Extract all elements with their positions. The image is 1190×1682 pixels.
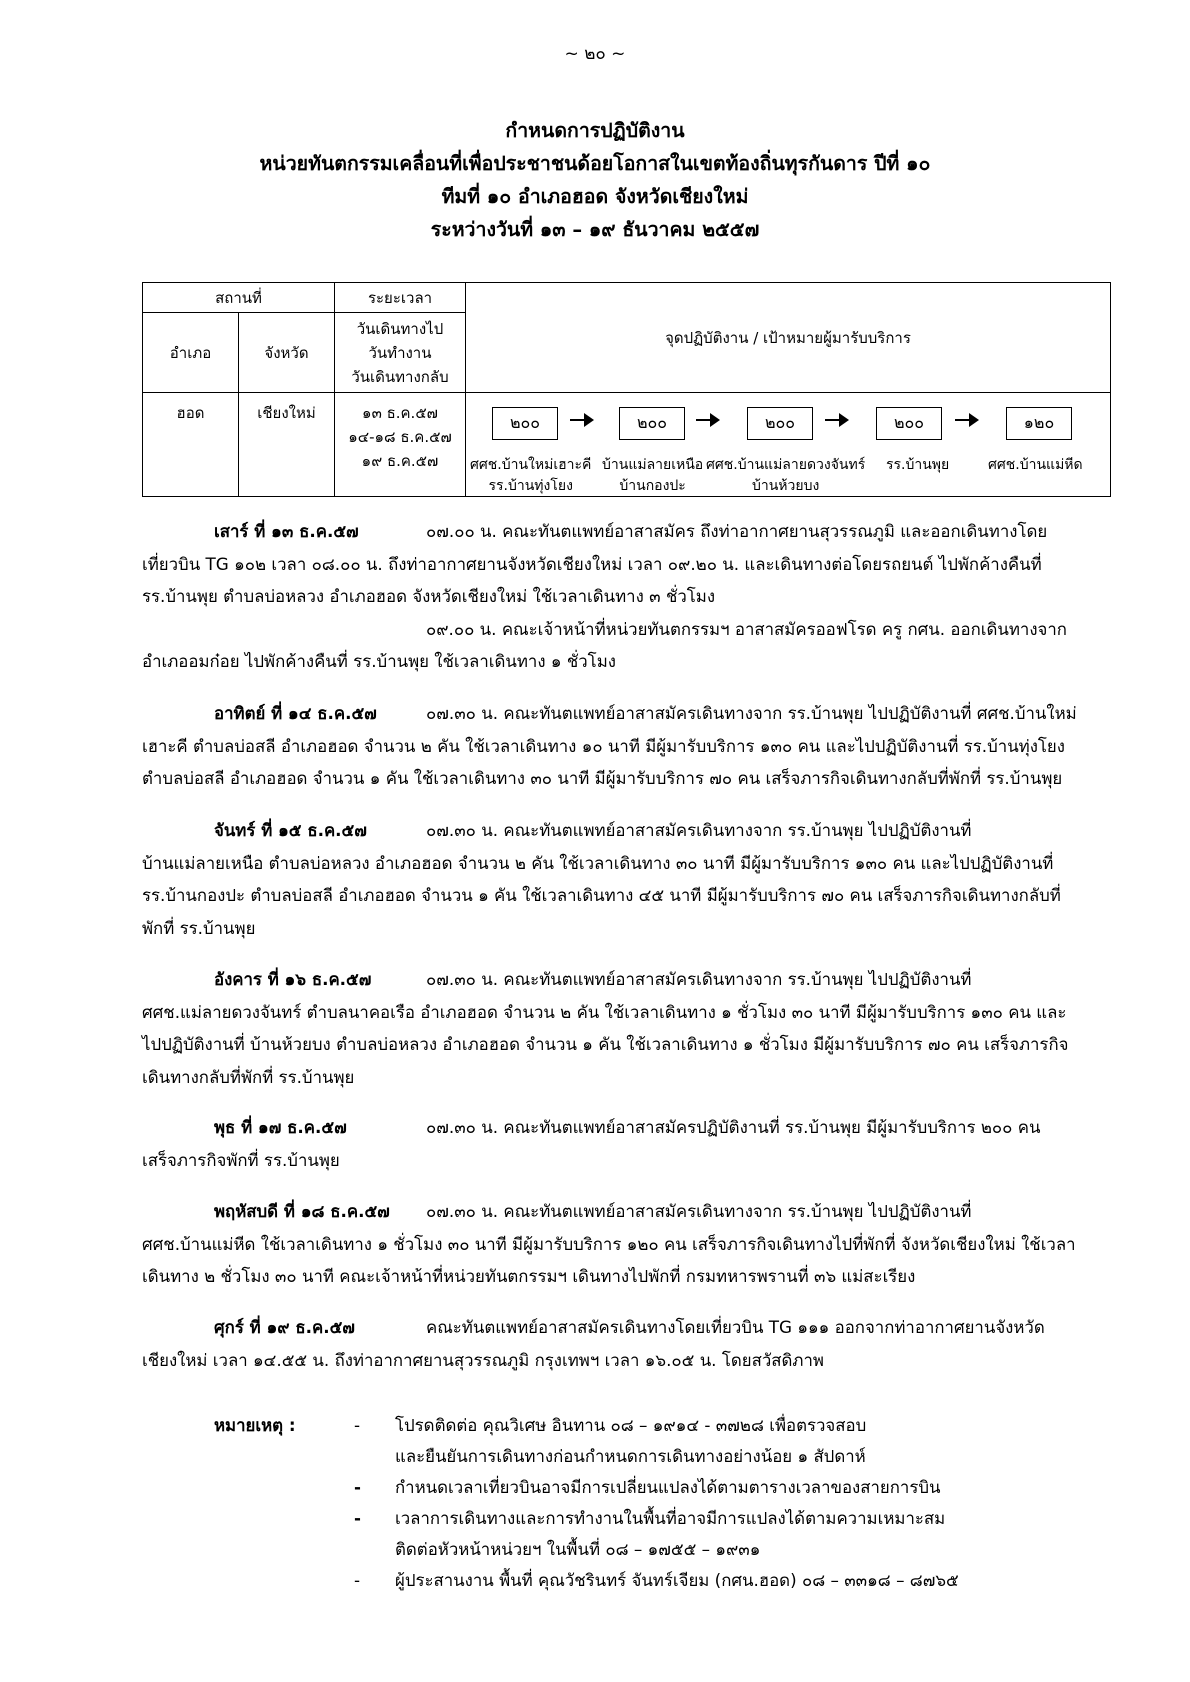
page-number: ~ ๒๐ ~ <box>564 44 626 64</box>
schedule-entry-wed <box>142 1111 1114 1176</box>
header-place: สถานที่ <box>143 283 335 313</box>
entry-text: ๐๗.๓๐ น. คณะทันตแพทย์อาสาสมัครเดินทางจาก รร.บ้านพุย ไปปฏิบัติงานที่ ศศช.บ้านใหม่ <box>426 703 1077 723</box>
note-4: ผู้ประสานงาน พื้นที่ คุณวัชรินทร์ จันทร์เจียม (กศน.ฮอด) ๐๘ – ๓๓๑๘ – ๘๗๖๕ <box>395 1570 959 1590</box>
entry-text: เสร็จภารกิจพักที่ รร.บ้านพุย <box>142 1149 340 1170</box>
header-period-detail <box>335 313 466 393</box>
note-1: โปรดติดต่อ คุณวิเศษ อินทาน ๐๘ – ๑๙๑๔ - ๓๗๒๘ เพื่อตรวจสอบ <box>395 1415 867 1435</box>
entry-text: ศศช.แม่ลายดวงจันทร์ ตำบลนาคอเรือ อำเภอฮอด จำนวน ๒ คัน ใช้เวลาเดินทาง ๑ ชั่วโมง ๓๐ นาที มีผู้มารับบริการ ๑๓๐ คน และ <box>142 1001 1067 1022</box>
note-dash: - <box>354 1477 361 1497</box>
destination-5 <box>988 455 1083 476</box>
schedule-entry-thu <box>142 1195 1114 1293</box>
target-box: ๒๐๐ <box>876 407 942 440</box>
schedule-entry-tue <box>142 963 1114 1093</box>
day-label: พฤหัสบดี ที่ ๑๘ ธ.ค.๕๗ <box>214 1201 390 1221</box>
destination-label: ศศช.บ้านแม่ลายดวงจันทร์ <box>706 457 866 473</box>
day-label: ศุกร์ ที่ ๑๙ ธ.ค.๕๗ <box>214 1317 355 1337</box>
note-dash: - <box>354 1508 361 1528</box>
target-flow <box>466 393 1110 496</box>
note-2: กำหนดเวลาเที่ยวบินอาจมีการเปลี่ยนแปลงได้ตามตารางเวลาของสายการบิน <box>395 1477 941 1497</box>
entry-text: เดินทาง ๒ ชั่วโมง ๓๐ นาที คณะเจ้าหน้าที่หน่วยทันตกรรมฯ เดินทางไปพักที่ กรมทหารพรานที่ ๓๖ แม่สะเรียง <box>142 1266 916 1286</box>
date-range: ระหว่างวันที่ ๑๓ – ๑๙ ธันวาคม ๒๕๕๗ <box>430 218 760 241</box>
day-label: จันทร์ ที่ ๑๕ ธ.ค.๕๗ <box>214 820 367 840</box>
notes-label: หมายเหตุ : <box>214 1415 296 1435</box>
destination-2 <box>602 455 703 497</box>
day-label: อังคาร ที่ ๑๖ ธ.ค.๕๗ <box>214 969 372 989</box>
row-province: เชียงใหม่ <box>239 393 335 497</box>
target-flow-cell <box>466 393 1111 497</box>
header-period: ระยะเวลา <box>335 283 466 313</box>
entry-text: พักที่ รร.บ้านพุย <box>142 917 256 938</box>
entry-text: เดินทางกลับที่พักที่ รร.บ้านพุย <box>142 1066 355 1087</box>
entry-text: รร.บ้านกองปะ ตำบลบ่อสลี อำเภอฮอด จำนวน ๑ คัน ใช้เวลาเดินทาง ๔๕ นาที มีผู้มารับบริการ ๗๐ คน เสร็จภารกิจเดินทางกลับที่ <box>142 885 1061 905</box>
period-work: วันทำงาน <box>368 343 432 362</box>
note-1-cont: และยืนยันการเดินทางก่อนกำหนดการเดินทางอย่างน้อย ๑ สัปดาห์ <box>395 1446 866 1466</box>
entry-text: ๐๗.๐๐ น. คณะทันตแพทย์อาสาสมัคร ถึงท่าอากาศยานสุวรรณภูมิ และออกเดินทางโดย <box>426 521 1048 541</box>
day-label: พุธ ที่ ๑๗ ธ.ค.๕๗ <box>214 1117 347 1137</box>
schedule-entry-fri <box>142 1311 1114 1376</box>
schedule-entry-mon <box>142 814 1114 944</box>
destination-label: บ้านแม่ลายเหนือ <box>602 457 704 473</box>
arrow-icon <box>570 419 586 421</box>
date-go: ๑๓ ธ.ค.๕๗ <box>362 404 438 422</box>
entry-text: ไปปฏิบัติงานที่ บ้านห้วยบง ตำบลบ่อหลวง อำเภอฮอด จำนวน ๑ คัน ใช้เวลาเดินทาง ๑ ชั่วโมง มีผู้มารับบริการ ๗๐ คน เสร็จภารกิจ <box>142 1034 1069 1054</box>
entry-text: ๐๗.๓๐ น. คณะทันตแพทย์อาสาสมัครเดินทางจาก รร.บ้านพุย ไปปฏิบัติงานที่ <box>426 969 972 989</box>
destination-label: ศศช.บ้านแม่หีด <box>988 457 1083 473</box>
destination-label: บ้านกองปะ <box>619 478 686 494</box>
destination-4 <box>886 455 949 476</box>
destination-3 <box>706 455 865 497</box>
header-province: จังหวัด <box>239 313 335 393</box>
arrow-icon <box>696 419 712 421</box>
destination-label: รร.บ้านทุ่งโยง <box>488 478 573 494</box>
target-box: ๒๐๐ <box>747 407 813 440</box>
period-return: วันเดินทางกลับ <box>351 367 449 386</box>
entry-text: ๐๗.๓๐ น. คณะทันตแพทย์อาสาสมัครเดินทางจาก รร.บ้านพุย ไปปฏิบัติงานที่ <box>426 1201 972 1221</box>
doc-title: กำหนดการปฏิบัติงาน <box>505 119 685 142</box>
header-district: อำเภอ <box>143 313 239 393</box>
target-box: ๑๒๐ <box>1006 407 1072 440</box>
note-dash: - <box>354 1570 361 1590</box>
doc-subtitle: หน่วยทันตกรรมเคลื่อนที่เพื่อประชาชนด้อยโอกาสในเขตท้องถิ่นทุรกันดาร ปีที่ ๑๐ <box>259 152 931 175</box>
entry-text: บ้านแม่ลายเหนือ ตำบลบ่อหลวง อำเภอฮอด จำนวน ๒ คัน ใช้เวลาเดินทาง ๓๐ นาที มีผู้มารับบริการ ๑๓๐ คน และไปปฏิบัติงานที่ <box>142 852 1054 873</box>
day-label: เสาร์ ที่ ๑๓ ธ.ค.๕๗ <box>214 521 359 541</box>
schedule-entry-sat <box>142 515 1114 678</box>
schedule-entry-sun <box>142 697 1114 795</box>
entry-text: รร.บ้านพุย ตำบลบ่อหลวง อำเภอฮอด จังหวัดเชียงใหม่ ใช้เวลาเดินทาง ๓ ชั่วโมง <box>142 586 716 606</box>
date-return: ๑๙ ธ.ค.๕๗ <box>361 452 439 470</box>
target-box: ๒๐๐ <box>619 407 685 440</box>
entry-text: เชียงใหม่ เวลา ๑๔.๕๕ น. ถึงท่าอากาศยานสุวรรณภูมิ กรุงเทพฯ เวลา ๑๖.๐๕ น. โดยสวัสดิภาพ <box>142 1349 824 1370</box>
entry-text: เฮาะคี ตำบลบ่อสลี อำเภอฮอด จำนวน ๒ คัน ใช้เวลาเดินทาง ๑๐ นาที มีผู้มารับบริการ ๑๓๐ คน และไปปฏิบัติงานที่ รร.บ้านทุ่งโยง <box>142 735 1065 756</box>
date-work: ๑๔-๑๘ ธ.ค.๕๗ <box>348 428 452 446</box>
entry-text: ๐๙.๐๐ น. คณะเจ้าหน้าที่หน่วยทันตกรรมฯ อาสาสมัครออฟโรด ครู กศน. ออกเดินทางจาก <box>426 618 1067 639</box>
day-label: อาทิตย์ ที่ ๑๔ ธ.ค.๕๗ <box>214 703 377 723</box>
arrow-icon <box>955 419 971 421</box>
entry-text: คณะทันตแพทย์อาสาสมัครเดินทางโดยเที่ยวบิน TG ๑๑๑ ออกจากท่าอากาศยานจังหวัด <box>426 1317 1045 1337</box>
note-3-cont: ติดต่อหัวหน้าหน่วยฯ ในพื้นที่ ๐๘ – ๑๗๕๕ – ๑๙๓๑ <box>395 1539 761 1559</box>
header-target: จุดปฏิบัติงาน / เป้าหมายผู้มารับบริการ <box>466 283 1111 393</box>
entry-text: ๐๗.๓๐ น. คณะทันตแพทย์อาสาสมัครปฏิบัติงานที่ รร.บ้านพุย มีผู้มารับบริการ ๒๐๐ คน <box>426 1117 1041 1137</box>
arrow-icon <box>825 419 841 421</box>
destination-label: บ้านห้วยบง <box>751 478 820 494</box>
destination-label: ศศช.บ้านใหม่เฮาะคี <box>470 457 592 473</box>
team-line: ทีมที่ ๑๐ อำเภอฮอด จังหวัดเชียงใหม่ <box>441 185 749 208</box>
entry-text: ศศช.บ้านแม่หีด ใช้เวลาเดินทาง ๑ ชั่วโมง ๓๐ นาที มีผู้มารับบริการ ๑๒๐ คน เสร็จภารกิจเดินทางไปที่พักที่ จังหวัดเชียงใหม่ ใช้เวลา <box>142 1233 1076 1254</box>
period-go: วันเดินทางไป <box>356 319 444 338</box>
destination-label: รร.บ้านพุย <box>886 457 950 473</box>
entry-text: อำเภออมก๋อย ไปพักค้างคืนที่ รร.บ้านพุย ใช้เวลาเดินทาง ๑ ชั่วโมง <box>142 651 616 671</box>
entry-text: ๐๗.๓๐ น. คณะทันตแพทย์อาสาสมัครเดินทางจาก รร.บ้านพุย ไปปฏิบัติงานที่ <box>426 820 972 840</box>
row-district: ฮอด <box>143 393 239 497</box>
schedule-table <box>142 282 1111 497</box>
entry-text: เที่ยวบิน TG ๑๐๒ เวลา ๐๘.๐๐ น. ถึงท่าอากาศยานจังหวัดเชียงใหม่ เวลา ๐๙.๒๐ น. และเดินทางต่อโดยรถยนต์ ไปพักค้างคืนที่ <box>142 553 1042 574</box>
row-dates <box>335 393 466 497</box>
note-dash: - <box>354 1415 361 1435</box>
destination-1 <box>470 455 591 497</box>
target-box: ๒๐๐ <box>492 407 558 440</box>
entry-text: ตำบลบ่อสลี อำเภอฮอด จำนวน ๑ คัน ใช้เวลาเดินทาง ๓๐ นาที มีผู้มารับบริการ ๗๐ คน เสร็จภารกิจเดินทางกลับที่พักที่ รร.บ้านพุย <box>142 768 1063 788</box>
note-3: เวลาการเดินทางและการทำงานในพื้นที่อาจมีการแปลงได้ตามความเหมาะสม <box>395 1508 946 1528</box>
